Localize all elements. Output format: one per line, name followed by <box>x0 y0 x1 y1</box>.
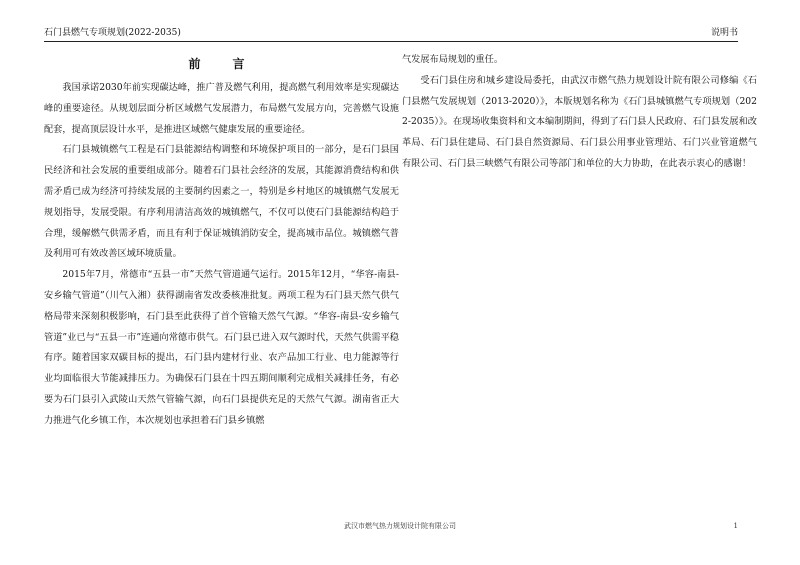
paragraph-3: 2015年7月，常德市“五县一市”天然气管道通气运行。2015年12月，“华容-南县-安乡输气管道”（川气入湘）获得湖南省发改委核准批复。两项工程为石门县天然气供气格局带来深刻积极影响，石门县至此获得了首个管输天然气气源。“华容-南县-安乡输气管道”业已与“五县一市”连通向常德市供气。石门县已进入双气源时代，天然气供需平稳有序。随着国家双碳目标的提出，石门县内建材行业、农产品加工行业、电力能源等行业均面临很大节能减排压力。为确保石门县在十四五期间顺利完成相关减排任务，有必要为石门县引入武陵山天然气管输气源，向石门县提供充足的天然气气源。湖南省正大力推进气化乡镇工作，本次规划也承担着石门县乡镇燃 <box>44 269 399 426</box>
header-divider <box>44 41 738 42</box>
paragraph-1: 我国承诺2030年前实现碳达峰，推广普及燃气利用，提高燃气利用效率是实现碳达峰的重要途径。从规划层面分析区域燃气发展潜力，布局燃气发展方向，完善燃气设施配套，提高顶层设计水平，是推进区域燃气健康发展的重要途径。 <box>44 82 399 135</box>
paragraph-2: 石门县城镇燃气工程是石门县能源结构调整和环境保护项目的一部分，是石门县国民经济和社会发展的重要组成部分。随着石门县社会经济的发展，其能源消费结构和供需矛盾已成为经济可持续发展的主要制约因素之一，特别是乡村地区的城镇燃气发展无规划指导，发展受限。有序利用清洁高效的城镇燃气，不仅可以使石门县能源结构趋于合理，缓解燃气供需矛盾，而且有利于保证城镇消防安全，提高城市品位。城镇燃气普及利用可有效改善区域环境质量。 <box>44 144 399 260</box>
header-doc-type: 说明书 <box>710 28 738 38</box>
left-column <box>44 50 399 510</box>
right-column <box>402 50 757 510</box>
paragraph-4: 受石门县住房和城乡建设局委托，由武汉市燃气热力规划设计院有限公司修编《石门县燃气发展规划（2013-2020）》，本版规划名称为《石门县城镇燃气专项规划（2022-2035）》。在现场收集资料和文本编制期间，得到了石门县人民政府、石门县发展和改革局、石门县住建局、石门县自然资源局、石门县公用事业管理站、石门兴业管道燃气有限公司、石门县三峡燃气有限公司等部门和单位的大力协助，在此表示衷心的感谢！ <box>402 74 757 169</box>
paragraph-continuation: 气发展布局规划的重任。 <box>402 54 504 65</box>
footer-company: 武汉市燃气热力规划设计院有限公司 <box>344 522 456 530</box>
section-title: 前 言 <box>188 57 255 71</box>
header-title: 石门县燃气专项规划(2022-2035) <box>44 28 181 38</box>
page-number: 1 <box>733 522 738 530</box>
